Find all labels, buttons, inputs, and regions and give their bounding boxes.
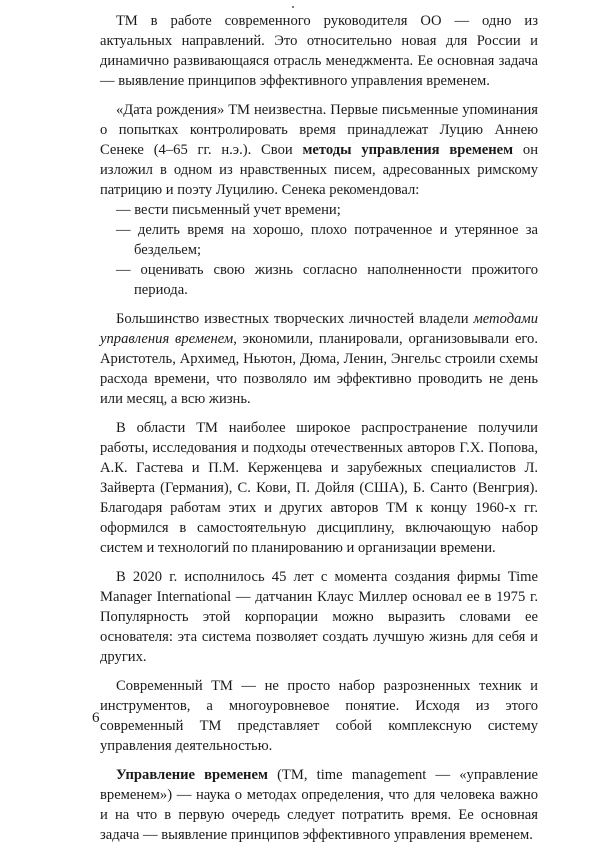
paragraph-modern-tm bbox=[100, 676, 538, 756]
paragraph-famous-people bbox=[100, 309, 538, 409]
famous-italic-term: методами управления временем bbox=[100, 311, 538, 347]
paragraph-intro-text: ТМ в работе современного руководителя ОО — одно из актуальных направлений. Это относительно новая для России и динамично развивающаяся отрасль менеджмента. Ее основная задача — выявление принципов эффективного управления временем. bbox=[100, 13, 538, 89]
list-item: — делить время на хорошо, плохо потраченное и утерянное за бездельем; bbox=[116, 222, 538, 258]
print-dot bbox=[292, 6, 294, 8]
paragraph-intro bbox=[100, 11, 538, 91]
tmi-text: В 2020 г. исполнилось 45 лет с момента создания фирмы Time Manager International — датчанин Клаус Миллер основал ее в 1975 г. Популярность этой корпорации можно выразить словами ее основателя: эта система позволяет создать лучшую жизнь для себя и других. bbox=[100, 569, 538, 665]
famous-text-start: Большинство известных творческих личностей владели bbox=[116, 311, 474, 327]
history-bold-term: методы управления временем bbox=[302, 142, 514, 158]
history-text-end: он изложил в одном из нравственных писем, адресованных римскому патрицию и поэту Луцилию. Сенека рекомендовал: bbox=[100, 142, 538, 198]
history-text-start: «Дата рождения» ТМ неизвестна. Первые письменные упоминания о попытках контролировать время принадлежат Луцию Аннею Сенеке (4–65 гг. н.э.). Свои bbox=[100, 102, 538, 158]
modern-tm-text: Современный ТМ — не просто набор разрозненных техник и инструментов, а многоуровневое понятие. Исходя из этого современный ТМ представляет собой комплексную систему управления деятельностью. bbox=[100, 678, 538, 754]
paragraph-authors bbox=[100, 418, 538, 558]
paragraph-history bbox=[100, 100, 538, 200]
definition-text: (TM, time management — «управление временем») — наука о методах определения, что для человека важно и на что в первую очередь следует потратить время. Ее основная задача — выявление принципов эффективного управления временем. bbox=[100, 767, 538, 843]
seneca-recommendations-list bbox=[100, 200, 538, 300]
famous-text-end: , экономили, планировали, организовывали его. Аристотель, Архимед, Ньютон, Дюма, Ленин, Энгельс строили схемы расхода времени, что позволяло им эффективно проводить не день или месяц, а всю жизнь. bbox=[100, 331, 538, 407]
paragraph-definition bbox=[100, 765, 538, 845]
definition-bold-term: Управление временем bbox=[116, 767, 268, 783]
authors-text: В области ТМ наиболее широкое распространение получили работы, исследования и подходы отечественных авторов Г.Х. Попова, А.К. Гастева и П.М. Керженцева и зарубежных специалистов Л. Зайверта (Германия), С. Кови, П. Дойля (США), Б. Санто (Венгрия). Благодаря работам этих и других авторов ТМ к концу 1960-х гг. оформился в самостоятельную дисциплину, включающую набор систем и технологий по планированию и организации времени. bbox=[100, 420, 538, 556]
list-item: — вести письменный учет времени; bbox=[116, 202, 341, 218]
page-number: 6 bbox=[92, 710, 100, 726]
paragraph-tmi bbox=[100, 567, 538, 667]
list-item: — оценивать свою жизнь согласно наполненности прожитого периода. bbox=[116, 262, 538, 298]
